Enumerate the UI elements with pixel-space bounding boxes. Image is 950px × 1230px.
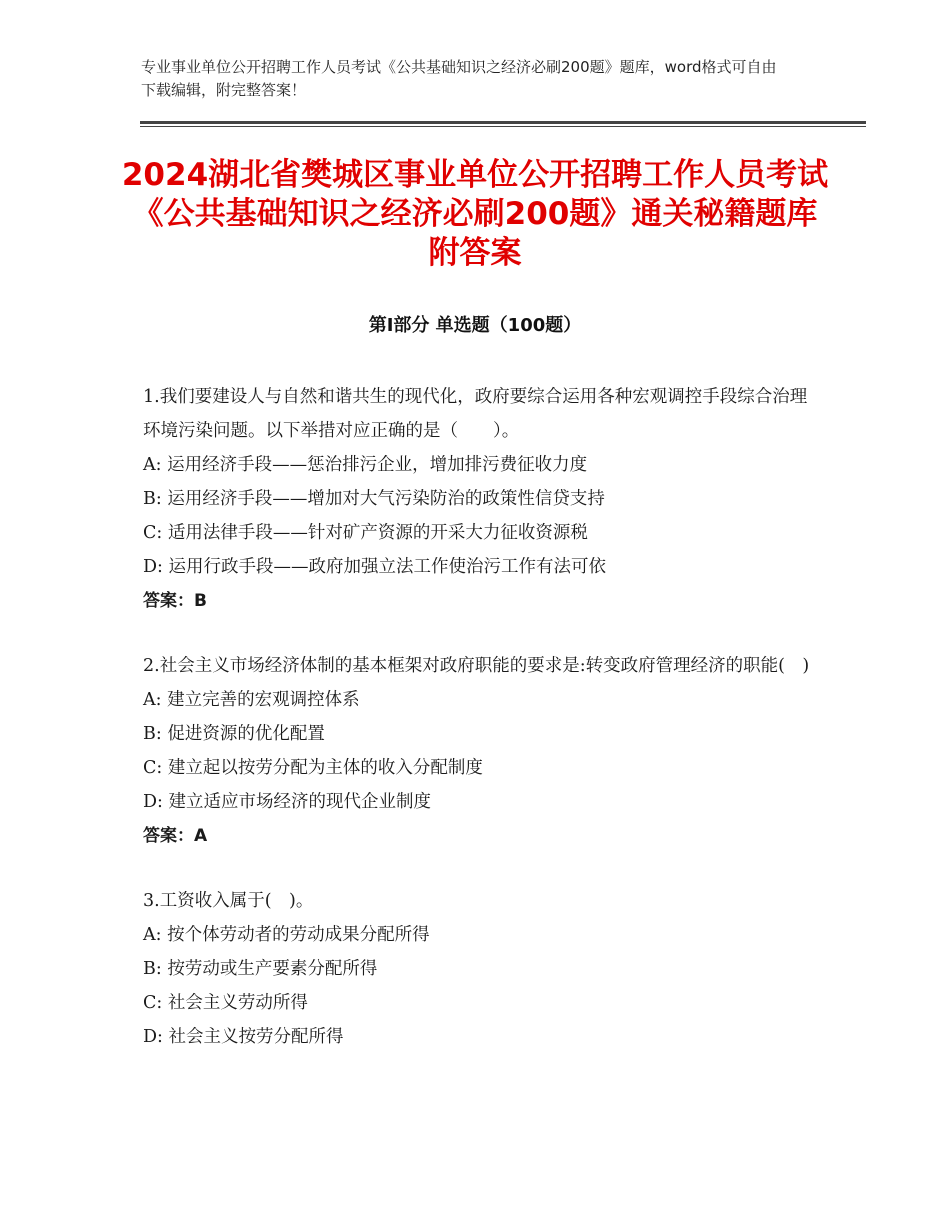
question-2: [143, 649, 823, 853]
document-title: 2024湖北省樊城区事业单位公开招聘工作人员考试《公共基础知识之经济必刷200题》通关秘籍题库附答案: [121, 157, 829, 271]
question-list: [143, 380, 823, 1085]
answer: 答案：B: [143, 591, 207, 611]
header-divider-thick: [140, 121, 866, 124]
option-a: A: 按个体劳动者的劳动成果分配所得: [143, 925, 430, 945]
option-d: D: 运用行政手段——政府加强立法工作使治污工作有法可依: [143, 557, 606, 577]
option-a: A: 运用经济手段——惩治排污企业，增加排污费征收力度: [143, 455, 588, 475]
option-a: A: 建立完善的宏观调控体系: [143, 690, 360, 710]
option-d: D: 建立适应市场经济的现代企业制度: [143, 792, 431, 812]
question-stem: 1.我们要建设人与自然和谐共生的现代化，政府要综合运用各种宏观调控手段综合治理环境污染问题。以下举措对应正确的是（ ）。: [143, 387, 808, 441]
question-stem: 3.工资收入属于( )。: [143, 891, 314, 911]
option-b: B: 促进资源的优化配置: [143, 724, 325, 744]
question-3: [143, 884, 823, 1054]
section-title: 第Ⅰ部分 单选题（100题）: [368, 315, 582, 336]
option-c: C: 适用法律手段——针对矿产资源的开采大力征收资源税: [143, 523, 588, 543]
question-stem: 2.社会主义市场经济体制的基本框架对政府职能的要求是:转变政府管理经济的职能( ): [143, 656, 810, 676]
option-c: C: 社会主义劳动所得: [143, 993, 308, 1013]
option-d: D: 社会主义按劳分配所得: [143, 1027, 344, 1047]
answer: 答案：A: [143, 826, 208, 846]
option-b: B: 运用经济手段——增加对大气污染防治的政策性信贷支持: [143, 489, 605, 509]
header-note: 专业事业单位公开招聘工作人员考试《公共基础知识之经济必刷200题》题库，word格式可自由下载编辑，附完整答案！: [141, 58, 777, 99]
question-1: [143, 380, 823, 618]
option-c: C: 建立起以按劳分配为主体的收入分配制度: [143, 758, 483, 778]
header-divider-thin: [140, 126, 866, 127]
option-b: B: 按劳动或生产要素分配所得: [143, 959, 378, 979]
